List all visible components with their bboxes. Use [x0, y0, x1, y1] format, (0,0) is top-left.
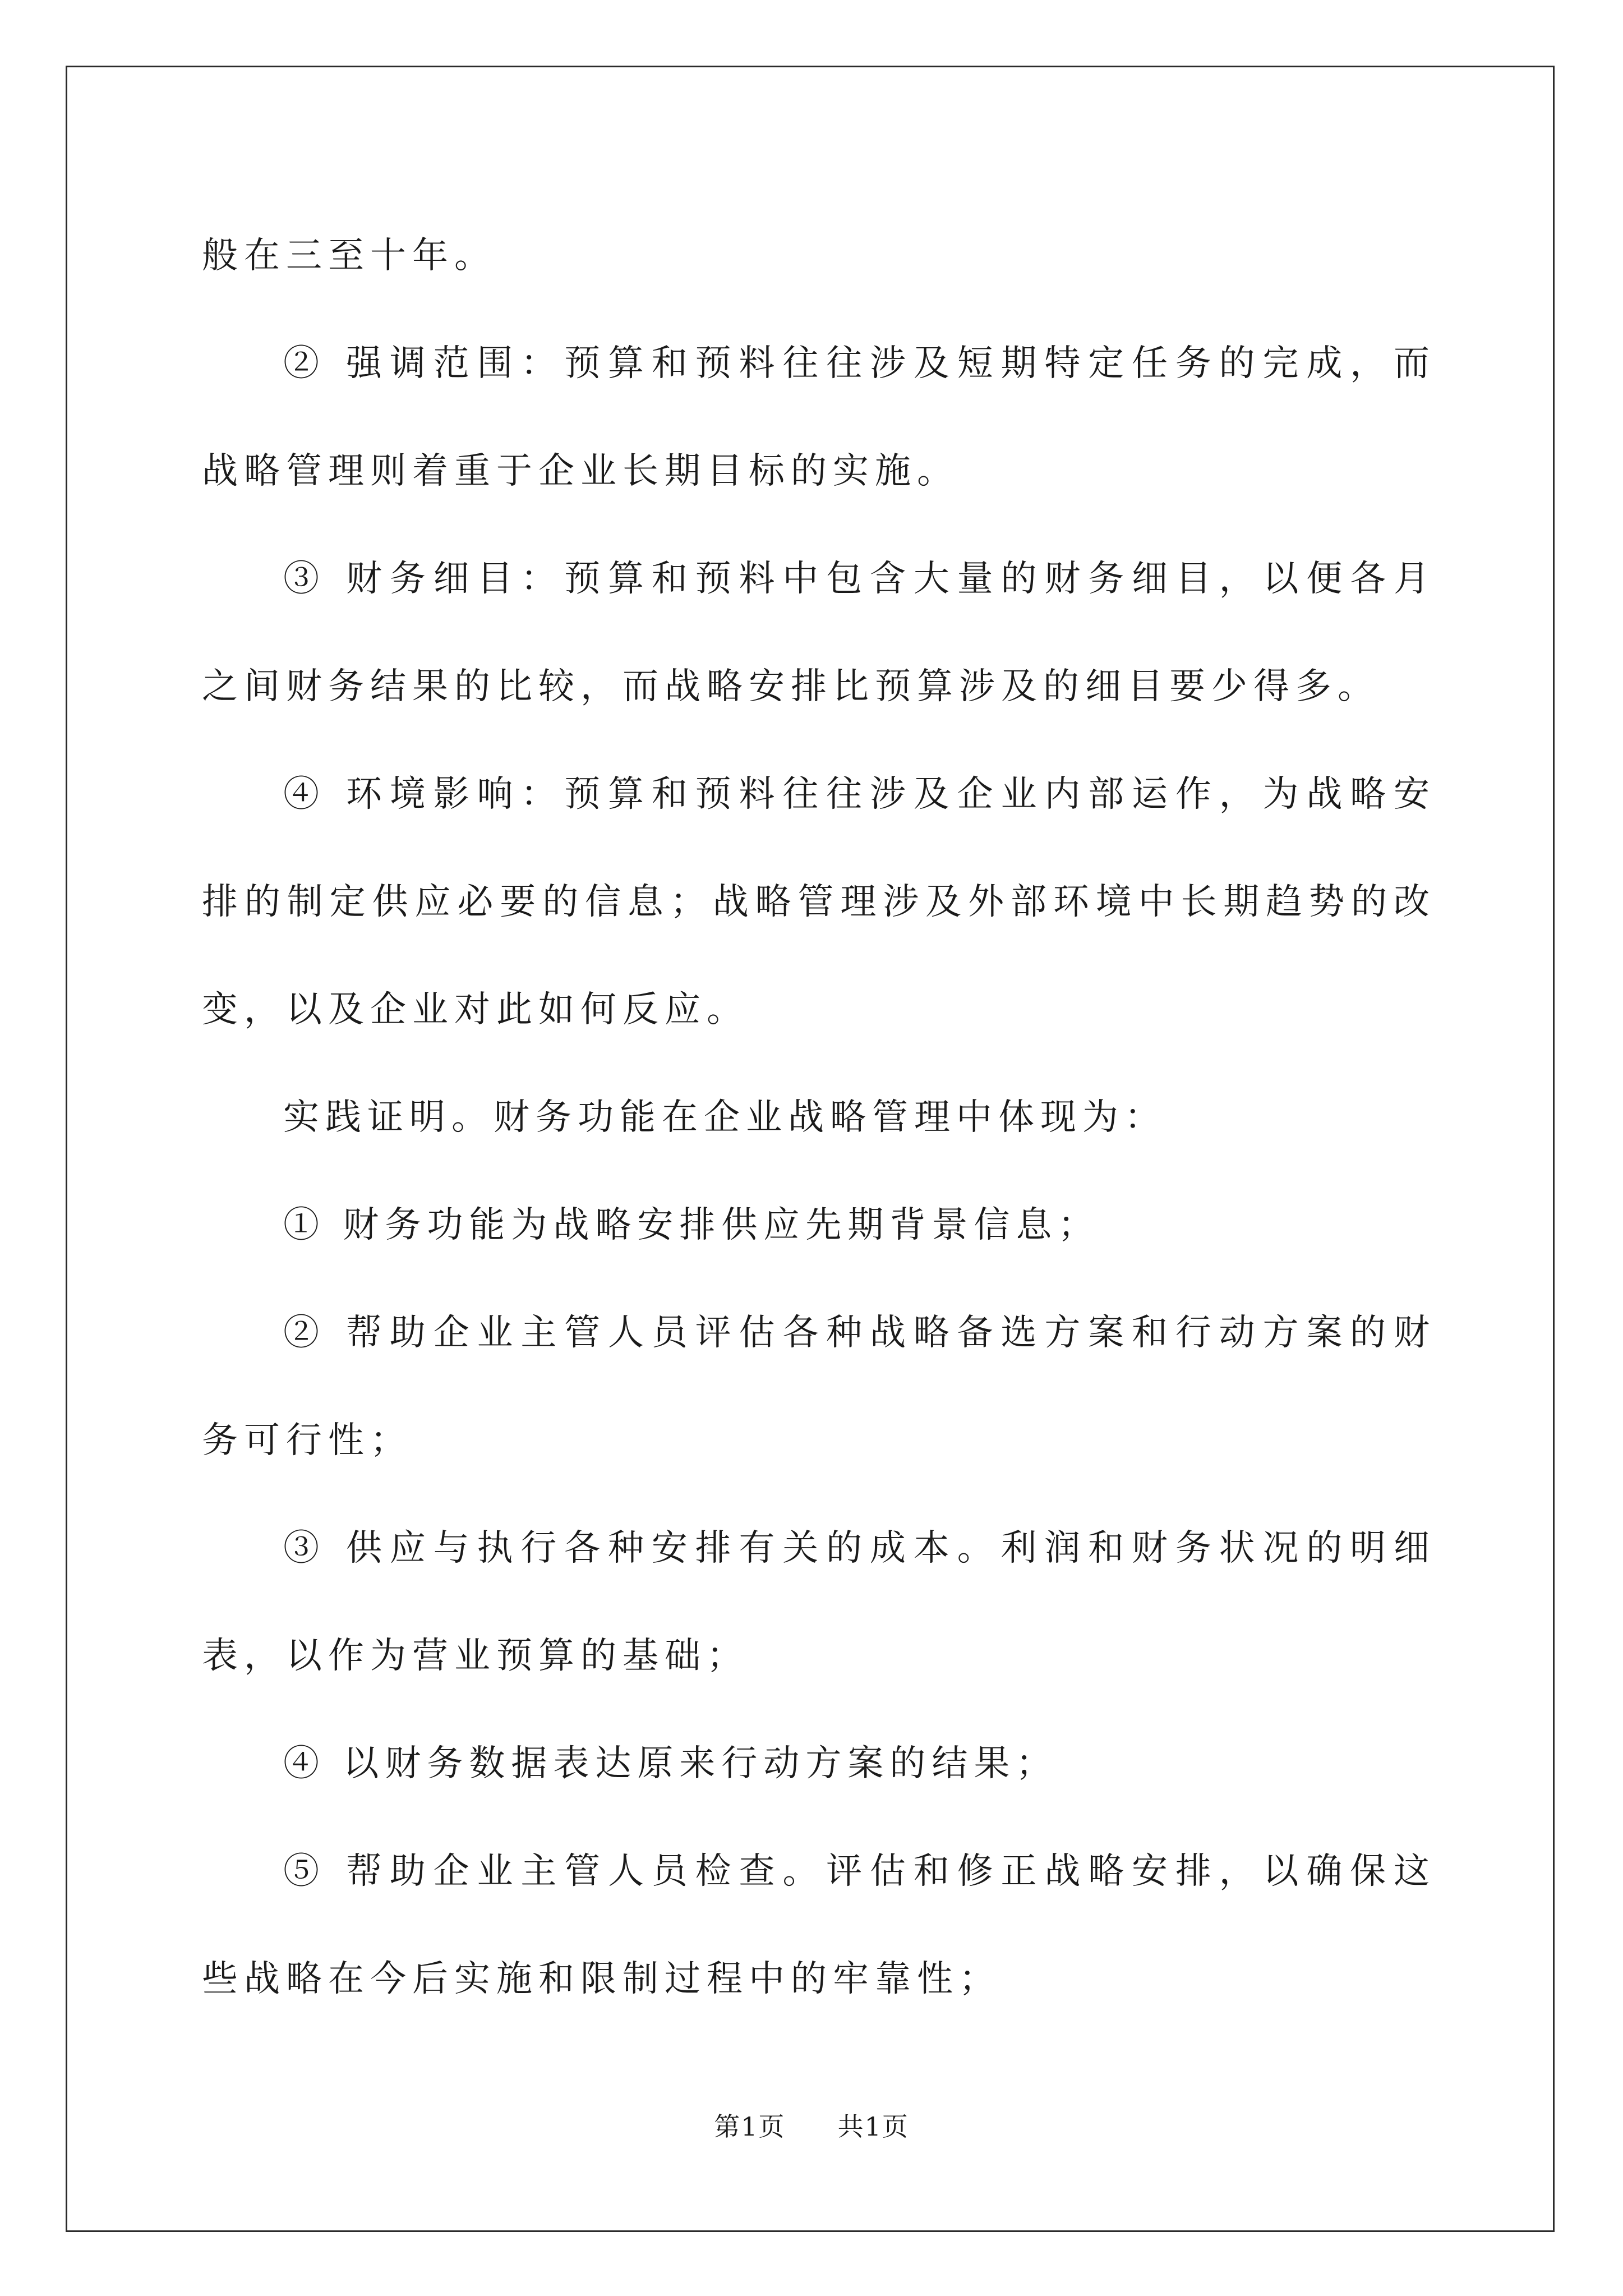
paragraph: ② 强调范围：预算和预料往往涉及短期特定任务的完成，而战略管理则着重于企业长期目标的实施。 — [202, 343, 1436, 492]
paragraph: 般在三至十年。 — [202, 235, 496, 277]
paragraph: ③ 财务细目：预算和预料中包含大量的财务细目，以便各月之间财务结果的比较，而战略安排比预算涉及的细目要少得多。 — [202, 558, 1436, 707]
paragraph: ③ 供应与执行各种安排有关的成本。利润和财务状况的明细表，以作为营业预算的基础； — [202, 1527, 1436, 1677]
page-number: 第1页 — [714, 2111, 786, 2142]
paragraph: ④ 环境影响：预算和预料往往涉及企业内部运作，为战略安排的制定供应必要的信息；战略管理涉及外部环境中长期趋势的改变，以及企业对此如何反应。 — [202, 774, 1436, 1030]
paragraph: ② 帮助企业主管人员评估各种战略备选方案和行动方案的财务可行性； — [202, 1312, 1436, 1461]
page-footer — [0, 2106, 1623, 2143]
page-total: 共1页 — [837, 2111, 909, 2142]
paragraph: ① 财务功能为战略安排供应先期背景信息； — [283, 1204, 1100, 1246]
paragraph: 实践证明。财务功能在企业战略管理中体现为： — [283, 1097, 1166, 1138]
paragraph: ⑤ 帮助企业主管人员检查。评估和修正战略安排，以确保这些战略在今后实施和限制过程中的牢靠性； — [202, 1851, 1436, 2000]
paragraph: ④ 以财务数据表达原来行动方案的结果； — [283, 1743, 1058, 1784]
document-body — [202, 202, 1436, 2033]
